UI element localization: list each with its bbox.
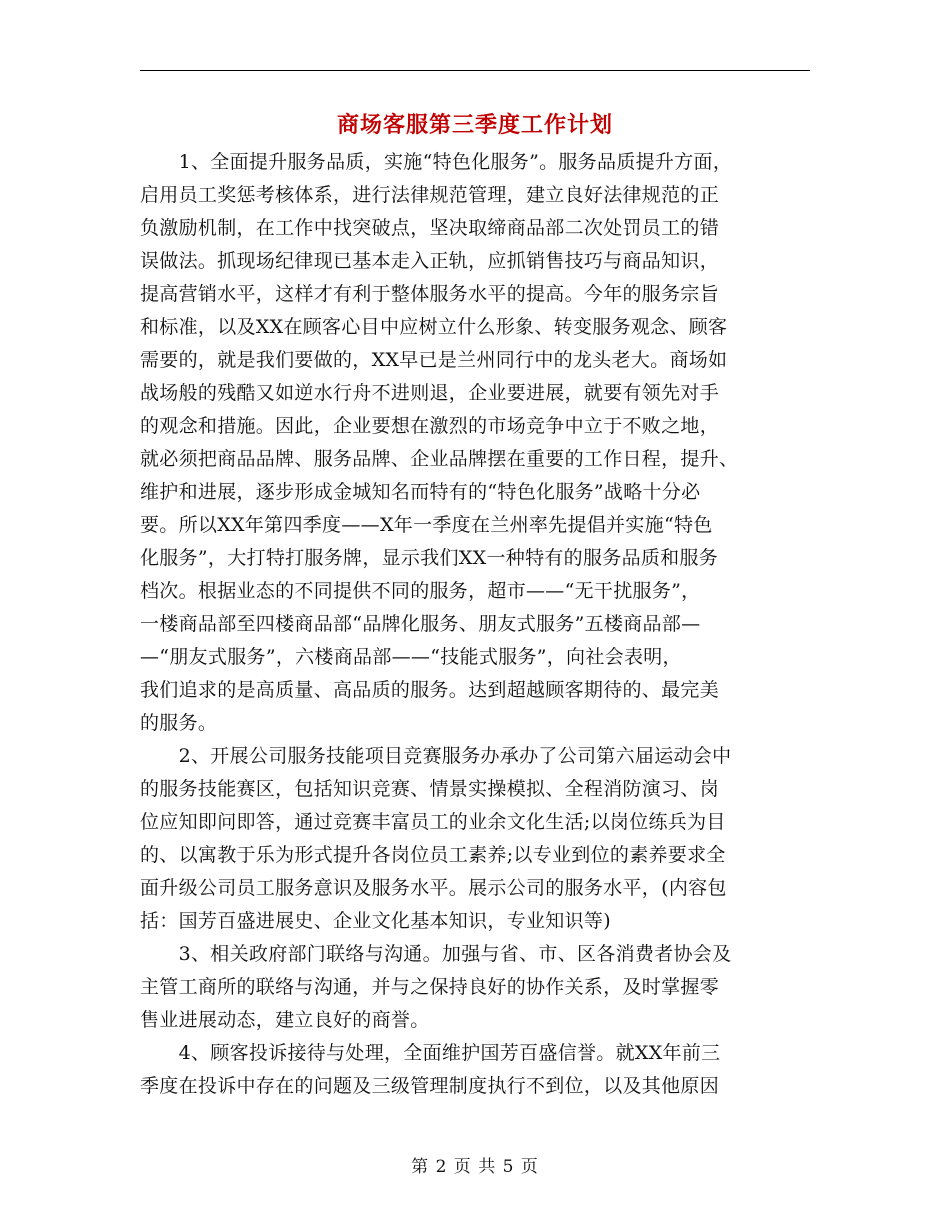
text-line: 启用员工奖惩考核体系，进行法律规范管理，建立良好法律规范的正 [140,184,720,206]
paragraph-1 [140,146,812,740]
paragraph-4 [140,1037,812,1103]
text-line: 季度在投诉中存在的问题及三级管理制度执行不到位，以及其他原因 [140,1075,720,1097]
text-line: 就必须把商品品牌、服务品牌、企业品牌摆在重要的工作日程，提升、 [140,448,739,470]
text-line: 3、相关政府部门联络与沟通。加强与省、市、区各消费者协会及 [140,943,732,965]
text-line: 2、开展公司服务技能项目竞赛服务办承办了公司第六届运动会中 [140,745,732,767]
text-line: 的观念和措施。因此，企业要想在激烈的市场竞争中立于不败之地， [140,415,720,437]
text-line: 1、全面提升服务品质，实施“特色化服务”。服务品质提升方面， [140,151,733,173]
text-line: 面升级公司员工服务意识及服务水平。展示公司的服务水平，(内容包 [140,877,727,899]
text-line: 的服务技能赛区，包括知识竞赛、情景实操模拟、全程消防演习、岗 [140,778,720,800]
text-line: —“朋友式服务”，六楼商品部——“技能式服务”，向社会表明， [140,646,682,668]
text-line: 战场般的残酷又如逆水行舟不进则退，企业要进展，就要有领先对手 [140,382,720,404]
text-line: 的服务。 [140,712,218,734]
text-line: 误做法。抓现场纪律现已基本走入正轨，应抓销售技巧与商品知识， [140,250,720,272]
text-line: 化服务”，大打特打服务牌，显示我们XX一种特有的服务品质和服务 [140,547,719,569]
text-line: 一楼商品部至四楼商品部“品牌化服务、朋友式服务”五楼商品部— [140,613,701,635]
text-line: 要。所以XX年第四季度——X年一季度在兰州率先提倡并实施“特色 [140,514,713,536]
text-line: 的、以寓教于乐为形式提升各岗位员工素养;以专业到位的素养要求全 [140,844,726,866]
text-line: 档次。根据业态的不同提供不同的服务，超市——“无干扰服务”， [140,580,701,602]
text-line: 括：国芳百盛进展史、企业文化基本知识，专业知识等) [140,910,611,932]
header-rule [140,70,810,71]
text-line: 售业进展动态，建立良好的商誉。 [140,1009,430,1031]
text-line: 主管工商所的联络与沟通，并与之保持良好的协作关系，及时掌握零 [140,976,720,998]
text-line: 4、顾客投诉接待与处理，全面维护国芳百盛信誉。就XX年前三 [140,1042,721,1064]
page-footer: 第 2 页 共 5 页 [411,1157,539,1177]
text-line: 维护和进展，逐步形成金城知名而特有的“特色化服务”战略十分必 [140,481,701,503]
text-line: 我们追求的是高质量、高品质的服务。达到超越顾客期待的、最完美 [140,679,720,701]
text-line: 负激励机制，在工作中找突破点，坚决取缔商品部二次处罚员工的错 [140,217,720,239]
paragraph-2 [140,740,812,938]
paragraph-3 [140,938,812,1037]
text-line: 和标准，以及XX在顾客心目中应树立什么形象、转变服务观念、顾客 [140,316,728,338]
text-line: 提高营销水平，这样才有利于整体服务水平的提高。今年的服务宗旨 [140,283,720,305]
document-body [140,146,812,1103]
text-line: 需要的，就是我们要做的，XX早已是兰州同行中的龙头老大。商场如 [140,349,728,371]
document-title: 商场客服第三季度工作计划 [336,113,613,138]
text-line: 位应知即问即答，通过竞赛丰富员工的业余文化生活;以岗位练兵为目 [140,811,726,833]
